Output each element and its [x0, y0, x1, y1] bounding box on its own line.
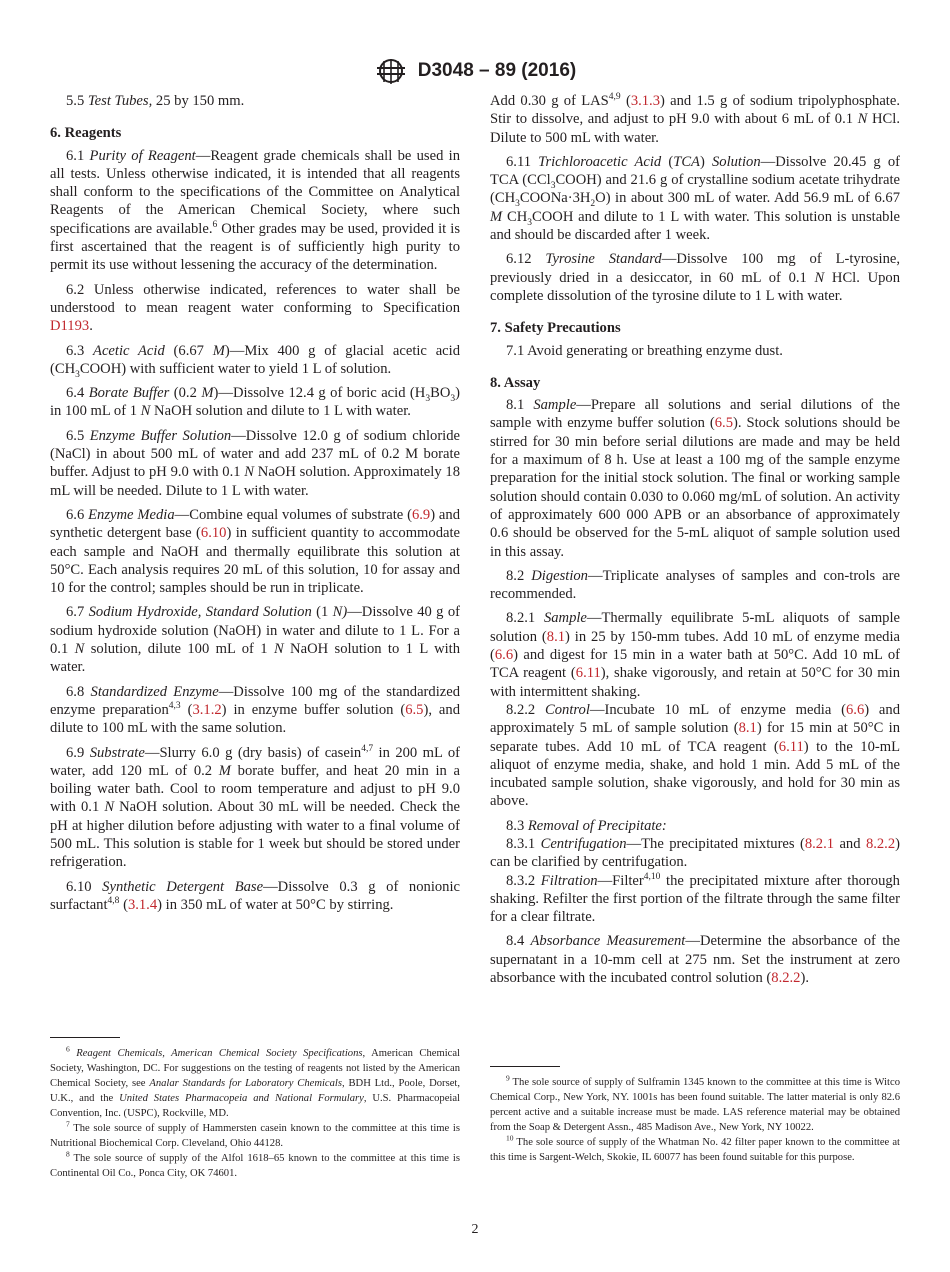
text-run: The sole source of supply of Hammersten casein known to the committee at this time is Nutritional Biochemical Corp. Cleveland, Ohio 44128.	[50, 1123, 460, 1149]
cross-reference-link[interactable]: 3.1.4	[127, 896, 158, 913]
cross-reference-link[interactable]: 6.10	[200, 525, 227, 542]
paragraph	[490, 342, 900, 360]
text-run: Enzyme Buffer Solution	[89, 427, 232, 444]
text-run: Reagent Chemicals, American Chemical Society Specifications	[69, 1048, 363, 1059]
text-run: ) and 1.5 g of sodium tripolyphosphate. Stir to dissolve, and adjust to pH 9.0 with about 6 mL of 0.1	[490, 93, 900, 128]
text-run: Enzyme Media	[88, 506, 175, 523]
footnote-divider	[50, 1037, 120, 1038]
text-run: —Dissolve 100 mg of the standardized enzyme preparation	[50, 683, 461, 718]
text-run: 8.1	[506, 397, 534, 414]
text-run: N	[244, 464, 255, 481]
text-run: and	[834, 835, 866, 852]
text-run: 7. Safety Precautions	[490, 320, 621, 337]
paragraph	[490, 609, 900, 700]
text-run: M	[218, 762, 231, 779]
cross-reference-link[interactable]: 6.6	[494, 647, 514, 664]
text-run: M	[212, 342, 225, 359]
cross-reference-link[interactable]: 8.2.2	[771, 970, 801, 987]
footnote-ref: 4,3	[168, 701, 181, 712]
paragraph	[490, 92, 900, 147]
text-run: NaOH solution. Approximately 18 mL will be needed. Dilute to 1 L with water.	[50, 464, 460, 499]
cross-reference-link[interactable]: 6.9	[411, 506, 431, 523]
paragraph	[490, 932, 900, 987]
footnote-ref: 10	[506, 1133, 514, 1143]
footnote-ref: 4,7	[361, 743, 374, 754]
footnote-ref: 4,8	[107, 896, 120, 907]
left-column	[50, 92, 460, 920]
text-run: Analar Standards for Laboratory Chemicals	[149, 1078, 342, 1089]
paragraph	[50, 427, 460, 500]
footnote-ref: 7	[66, 1119, 70, 1129]
text-run: 6.5	[66, 427, 90, 444]
text-run: ) and synthetic detergent base (	[50, 506, 461, 542]
text-run: )	[699, 153, 712, 170]
text-run: Digestion	[531, 567, 588, 584]
paragraph	[50, 281, 460, 336]
text-run: ) in enzyme buffer solution (	[221, 701, 406, 718]
paragraph	[50, 384, 460, 421]
text-run: —Combine equal volumes of substrate (	[174, 506, 412, 523]
cross-reference-link[interactable]: 8.2.1	[804, 835, 835, 852]
paragraph	[50, 1046, 460, 1121]
paragraph	[490, 1075, 900, 1135]
text-run: 7.1 Avoid generating or breathing enzyme dust.	[506, 342, 783, 359]
text-run: Filtration	[540, 872, 598, 889]
footnote-ref: 8	[66, 1149, 70, 1159]
text-run: —Dissolve 100 mg of L-tyrosine, previously dried in a desiccator, in 60 mL of 0.1	[490, 251, 901, 286]
text-run: 8. Assay	[490, 374, 541, 391]
text-run: .	[89, 318, 93, 335]
text-run: —Dissolve 0.3 g of nonionic surfactant	[50, 878, 460, 913]
text-run: 8.2.2	[506, 701, 546, 718]
text-run: COOH) with sufficient water to yield 1 L of solution.	[79, 360, 392, 377]
text-run: 3	[450, 394, 456, 405]
cross-reference-link[interactable]: 3.1.2	[192, 701, 222, 718]
text-run: COONa·3H	[519, 190, 591, 207]
text-run: O) in about 300 mL of water. Add 56.9 mL of 6.67	[595, 190, 900, 207]
text-run: (	[180, 701, 193, 718]
cross-reference-link[interactable]: 3.1.3	[630, 93, 660, 109]
text-run: 6.12	[506, 251, 546, 268]
text-run: ) to the 10-mL aliquot of enzyme media, shake, and hold 1 min. Add 5 mL of the incubated sample solution, shake vigorously, and hold for 30 min as above.	[490, 738, 900, 810]
footnote-divider	[490, 1066, 560, 1067]
text-run: Centrifugation	[540, 835, 627, 852]
text-run: 6.1	[66, 147, 90, 164]
text-run: NaOH solution. About 30 mL will be needed. Check the pH at higher dilution before adjusting with water to a final volume of 500 mL. This solution is stable for 1 week but should be stored under refrigeration.	[50, 799, 460, 871]
cross-reference-link[interactable]: 6.6	[846, 701, 865, 718]
text-run: 3	[515, 199, 520, 210]
text-run: N	[104, 799, 115, 816]
text-run: (6.67	[164, 342, 213, 359]
paragraph	[490, 1135, 900, 1165]
text-run: )—Mix 400 g of glacial acetic acid (CH	[50, 342, 460, 377]
text-run: 6.11	[506, 153, 539, 170]
text-run: ), and dilute to 100 mL with the same solution.	[50, 701, 461, 737]
cross-reference-link[interactable]: 8.2.2	[865, 835, 896, 852]
paragraph	[50, 147, 460, 275]
text-run: ), shake vigorously, and retain at 50°C for 30 min with intermittent shaking.	[490, 665, 900, 700]
text-run: (	[620, 93, 631, 109]
footnote-ref: 9	[506, 1073, 510, 1083]
text-run: (1	[311, 604, 333, 621]
page-header	[0, 56, 950, 86]
text-run: , American Chemical Society, Washington, DC. For suggestions on the testing of reagents not listed by the American Chemical Society, see	[50, 1048, 460, 1089]
page-number: 2	[471, 1222, 479, 1237]
paragraph	[490, 567, 900, 604]
text-run: Control	[545, 701, 590, 718]
text-run: —Incubate 10 mL of enzyme media (	[589, 701, 846, 718]
text-run: N	[74, 641, 85, 658]
text-run: (	[119, 896, 128, 913]
text-run: N)	[332, 604, 348, 621]
paragraph	[50, 878, 460, 915]
text-run: (0.2	[169, 385, 202, 402]
text-run: 8.4	[506, 933, 531, 950]
text-run: 8.3.1	[506, 835, 541, 852]
footnote-ref: 6	[212, 219, 218, 230]
text-run: 8.3.2	[506, 872, 541, 889]
paragraph	[50, 603, 460, 676]
paragraph	[490, 835, 900, 872]
text-run: 6.4	[66, 385, 89, 402]
paragraph	[50, 1121, 460, 1151]
text-run: 8.2.1	[506, 610, 544, 627]
text-run: Sample	[543, 610, 587, 627]
text-run: 5.5	[66, 93, 88, 109]
cross-reference-link[interactable]: 6.11	[778, 738, 804, 755]
text-run: 6.7	[66, 604, 89, 621]
footnote-ref: 4,10	[643, 871, 661, 882]
text-run: , BDH Ltd., Poole, Dorset, U.K., and the	[50, 1078, 460, 1104]
paragraph	[490, 153, 900, 244]
text-run: M	[201, 385, 214, 402]
paragraph	[490, 396, 900, 561]
text-run: ) in 25 by 150-mm tubes. Add 10 mL of enzyme media (	[490, 628, 901, 664]
cross-reference-link[interactable]: 6.5	[405, 701, 424, 718]
text-run: The sole source of supply of Sulframin 1345 known to the committee at this time is Witco Chemical Corp., New York, NY. 1001s has been found suitable. The latter material is only 82.6 percent active and a suitable increase must be made. LAS reference material may be obtained from the Soap & Detergent Assn., 485 Madison Ave., New York, NY 10022.	[490, 1077, 900, 1133]
text-run: Removal of Precipitate:	[527, 817, 667, 834]
cross-reference-link[interactable]: D1193	[50, 318, 90, 335]
cross-reference-link[interactable]: 8.1	[546, 628, 566, 645]
text-run: —Dissolve 40 g of sodium hydroxide solution (NaOH) in water and dilute to 1 L. For a 0.1	[50, 604, 460, 658]
text-run: ) can be clarified by centrifugation.	[490, 835, 900, 871]
text-run: —Slurry 6.0 g (dry basis) of casein	[144, 744, 362, 761]
cross-reference-link[interactable]: 6.5	[714, 415, 733, 432]
document-designation: D3048 – 89 (2016)	[417, 60, 577, 81]
text-run: The sole source of supply of the Alfol 1618–65 known to the committee at this time is Continental Oil Co., Ponca City, OK 74601.	[50, 1153, 460, 1179]
text-run: 6.3	[66, 342, 94, 359]
section-heading	[490, 374, 900, 392]
astm-logo-icon	[374, 56, 408, 86]
text-run: —The precipitated mixtures (	[626, 835, 805, 852]
text-run: 6. Reagents	[50, 125, 122, 142]
text-run: ).	[800, 970, 809, 987]
text-run: Trichloroacetic Acid	[538, 153, 662, 170]
right-column	[490, 92, 900, 993]
text-run: ) in sufficient quantity to accommodate each sample and NaOH and thermally equilibrate this solution at 50°C. Each analysis requires 20 mL of this solution, 10 for assay and 10 for the control; samples should be run in triplicate.	[50, 525, 460, 597]
text-run: 3	[425, 394, 431, 405]
section-heading	[50, 124, 460, 142]
text-run: 8.3	[506, 817, 528, 834]
text-run: Standardized Enzyme	[90, 683, 219, 700]
text-run: N	[857, 111, 868, 128]
paragraph	[490, 872, 900, 927]
paragraph	[50, 506, 460, 597]
text-run: ) and approximately 5 mL of sample solution (	[490, 701, 900, 737]
text-run: —Prepare all solutions and serial dilutions of the sample with enzyme buffer solution (	[490, 397, 901, 432]
footnotes-left	[50, 1046, 460, 1181]
paragraph	[490, 817, 900, 835]
text-run: (	[661, 153, 674, 170]
text-run: 6.6	[66, 506, 89, 523]
text-run: HCl. Upon complete dissolution of the tyrosine dilute to 1 L with water.	[490, 269, 900, 304]
text-run: N	[814, 269, 825, 286]
text-run: ) for 15 min at 50°C in separate tubes. Add 10 mL of TCA reagent (	[490, 720, 900, 755]
text-run: Synthetic Detergent Base	[102, 878, 264, 895]
text-run: TCA	[673, 153, 700, 170]
paragraph	[490, 250, 900, 305]
text-run: —Dissolve 12.0 g of sodium chloride (NaCl) in about 500 mL of water and add 237 mL of 0.2 M borate buffer. Adjust to pH 9.0 with 0.1	[50, 427, 461, 481]
text-run: Purity of Reagent	[89, 147, 196, 164]
text-run: Test Tubes,	[87, 93, 153, 109]
text-run: Sample	[533, 397, 577, 414]
text-run: CH	[502, 208, 528, 225]
text-run: N	[273, 641, 284, 658]
paragraph	[50, 92, 460, 110]
text-run: )—Dissolve 12.4 g of boric acid (H	[213, 385, 426, 402]
text-run: ) and digest for 15 min in a water bath at 50°C. Add 10 mL of TCA reagent (	[490, 647, 900, 682]
text-run: in 200 mL of water, add 120 mL of 0.2	[50, 744, 461, 779]
text-run: —Triplicate analyses of samples and con-trols are recommended.	[490, 567, 900, 603]
text-run: Absorbance Measurement	[530, 933, 686, 950]
text-run: COOH and dilute to 1 L with water. This solution is unstable and should be discarded after 1 week.	[490, 208, 900, 244]
cross-reference-link[interactable]: 8.1	[738, 720, 757, 737]
text-run: —Thermally equilibrate 5-mL aliquots of sample solution (	[490, 610, 900, 645]
text-run: M	[490, 208, 503, 225]
text-run: 6.8	[66, 683, 91, 700]
text-run: the precipitated mixture after thorough shaking. Refilter the first portion of the filtrate through the same filter for a clear filtrate.	[490, 872, 900, 926]
text-run: Acetic Acid	[93, 342, 165, 359]
footnote-ref: 6	[66, 1044, 70, 1054]
text-run: 6.9	[66, 744, 90, 761]
text-run: Substrate	[89, 744, 145, 761]
text-run: borate buffer, and heat 20 min in a boiling water bath. Cool to room temperature and adjust to pH 9.0 with 0.1	[50, 762, 460, 816]
text-run: —Reagent grade chemicals shall be used in all tests. Unless otherwise indicated, it is intended that all reagents shall conform to the specifications of the Committee on Analytical Reagents of the American Chemical Society, where such specifications are available.	[50, 147, 460, 237]
text-run: NaOH solution and dilute to 1 L with water.	[150, 403, 411, 420]
footnote-ref: 4,9	[608, 92, 621, 103]
text-run: NaOH solution to 1 L with water.	[50, 641, 461, 676]
text-run: Other grades may be used, provided it is first ascertained that the reagent is of sufficiently high purity to permit its use without lessening the accuracy of the determination.	[50, 220, 460, 274]
text-run: —Dissolve 20.45 g of TCA (CCl	[490, 153, 900, 189]
text-run: HCl. Dilute to 500 mL with water.	[490, 111, 900, 146]
text-run: solution, dilute 100 mL of 1	[84, 641, 274, 658]
text-run: United States Pharmacopeia and National Formulary	[119, 1093, 364, 1104]
text-run: 8.2	[506, 567, 532, 584]
section-heading	[490, 319, 900, 337]
text-run: N	[140, 403, 151, 420]
text-run: Borate Buffer	[88, 385, 170, 402]
text-run: —Determine the absorbance of the supernatant in a 10-mm cell at 275 nm. Set the instrument at zero absorbance with the incubated control solution (	[490, 933, 900, 987]
text-run: ) in 100 mL of 1	[50, 385, 460, 420]
paragraph	[490, 701, 900, 811]
paragraph	[50, 342, 460, 379]
text-run: 25 by 150 mm.	[152, 93, 245, 109]
text-run: Solution	[711, 153, 761, 170]
text-run: BO	[430, 385, 451, 402]
text-run: COOH) and 21.6 g of crystalline sodium acetate trihydrate (CH	[490, 172, 900, 207]
footnotes-right	[490, 1075, 900, 1165]
cross-reference-link[interactable]: 6.11	[575, 665, 601, 682]
text-run: 3	[75, 369, 80, 380]
paragraph	[50, 744, 460, 872]
text-run: Sodium Hydroxide, Standard Solution	[88, 604, 312, 621]
text-run: 3	[527, 217, 533, 228]
text-run: 3	[550, 181, 556, 192]
paragraph	[50, 1151, 460, 1181]
text-run: Add 0.30 g of LAS	[490, 93, 609, 109]
text-run: ) in 350 mL of water at 50°C by stirring.	[157, 896, 394, 913]
text-run: 2	[590, 199, 596, 210]
text-run: 6.10	[66, 878, 103, 895]
paragraph	[50, 683, 460, 738]
text-run: Tyrosine Standard	[545, 251, 662, 268]
text-run: , U.S. Pharmacopeial Convention, Inc. (USPC), Rockville, MD.	[50, 1093, 460, 1119]
text-run: —Filter	[597, 872, 644, 889]
text-run: 6.2 Unless otherwise indicated, references to water shall be understood to mean reagent water conforming to Specification	[50, 281, 460, 316]
text-run: The sole source of supply of the Whatman No. 42 filter paper known to the committee at this time is Sargent-Welch, Skokie, IL 60077 has been found suitable for this purpose.	[490, 1137, 900, 1163]
text-run: ). Stock solutions should be stirred for 30 min before serial dilutions are made and may be held for a maximum of 8 h. Use at least a 100 mg of the sample enzyme preparation for the initial stock solution. The final or working sample solution should contain 0.030 to 0.060 mg/mL of solution. An activity of approximately 600 000 APB or an absorbance of approximately 0.6 should be observed for the 5-mL aliquot of sample solution used in this assay.	[490, 415, 900, 560]
